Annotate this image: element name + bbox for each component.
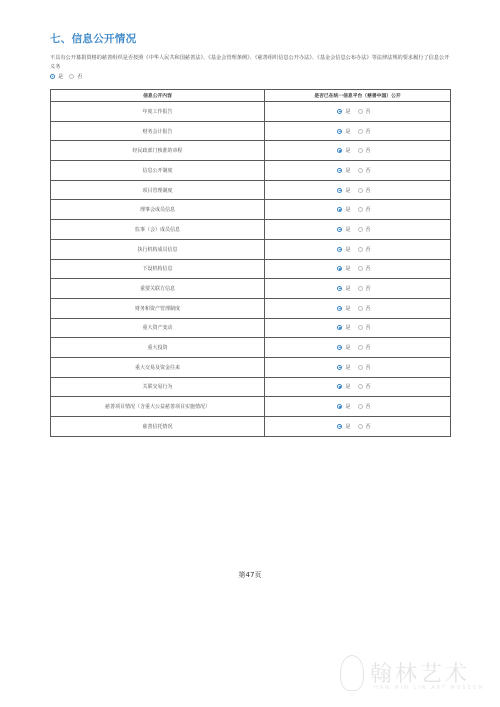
row-yes-radio[interactable]	[337, 286, 342, 291]
row-yes-label: 是	[345, 305, 351, 312]
row-no-radio[interactable]	[358, 148, 363, 153]
row-label: 关联交易行为	[51, 377, 265, 397]
row-no-radio[interactable]	[358, 168, 363, 173]
main-no-radio[interactable]	[69, 74, 74, 79]
row-options	[265, 239, 451, 259]
table-row	[51, 279, 451, 299]
row-yes-radio[interactable]	[337, 404, 342, 409]
row-no-label: 否	[365, 345, 371, 352]
row-no-label: 否	[365, 187, 371, 194]
table-row	[51, 200, 451, 220]
row-yes-radio[interactable]	[337, 188, 342, 193]
row-yes-radio[interactable]	[337, 345, 342, 350]
table-row	[51, 298, 451, 318]
header-published: 是否已在统一信息平台（慈善中国）公开	[265, 90, 451, 102]
row-no-radio[interactable]	[358, 129, 363, 134]
row-yes-radio[interactable]	[337, 227, 342, 232]
row-no-radio[interactable]	[358, 306, 363, 311]
main-no-label: 否	[77, 73, 83, 80]
main-answer-group	[50, 72, 88, 80]
row-options	[265, 338, 451, 358]
row-label: 重大交易及资金往来	[51, 357, 265, 377]
watermark-chars: 翰林艺术	[370, 662, 471, 687]
row-yes-label: 是	[345, 325, 351, 332]
row-yes-radio[interactable]	[337, 148, 342, 153]
row-options	[265, 259, 451, 279]
row-no-radio[interactable]	[358, 345, 363, 350]
row-no-radio[interactable]	[358, 188, 363, 193]
row-yes-label: 是	[345, 404, 351, 411]
row-label: 重要关联方信息	[51, 279, 265, 299]
row-yes-radio[interactable]	[337, 365, 342, 370]
row-label: 项目管理制度	[51, 180, 265, 200]
table-row	[51, 220, 451, 240]
row-no-label: 否	[365, 148, 371, 155]
row-no-label: 否	[365, 226, 371, 233]
row-yes-radio[interactable]	[337, 266, 342, 271]
section-intro: 不具有公开募捐资格的慈善组织是否按照《中华人民共和国慈善法》、《基金会管理条例》、《慈善组织信息公开办法》、《基金会信息公布办法》等法律法规的要求履行了信息公开义务	[50, 55, 450, 70]
row-options	[265, 102, 451, 122]
row-options	[265, 161, 451, 181]
row-yes-label: 是	[345, 187, 351, 194]
row-no-radio[interactable]	[358, 286, 363, 291]
row-options	[265, 417, 451, 437]
row-yes-radio[interactable]	[337, 109, 342, 114]
row-yes-label: 是	[345, 108, 351, 115]
row-no-label: 否	[365, 207, 371, 214]
row-yes-label: 是	[345, 128, 351, 135]
row-no-label: 否	[365, 266, 371, 273]
watermark-subtitle: HAN MIN LIN ART MUSEUM	[374, 685, 485, 691]
row-yes-label: 是	[345, 364, 351, 371]
table-header-row	[51, 90, 451, 102]
row-label: 年度工作报告	[51, 102, 265, 122]
page-number: 第47页	[238, 571, 262, 579]
row-no-radio[interactable]	[358, 109, 363, 114]
row-options	[265, 279, 451, 299]
row-yes-label: 是	[345, 207, 351, 214]
table-row	[51, 259, 451, 279]
row-yes-label: 是	[345, 167, 351, 174]
row-label: 慈善项目情况（含重大公益慈善项目实施情况）	[51, 397, 265, 417]
row-yes-radio[interactable]	[337, 129, 342, 134]
main-yes-radio[interactable]	[50, 74, 55, 79]
row-label: 监事（会）成员信息	[51, 220, 265, 240]
row-yes-label: 是	[345, 148, 351, 155]
row-no-label: 否	[365, 128, 371, 135]
row-no-label: 否	[365, 167, 371, 174]
row-label: 财务会计报告	[51, 121, 265, 141]
row-options	[265, 200, 451, 220]
row-yes-label: 是	[345, 423, 351, 430]
row-yes-label: 是	[345, 345, 351, 352]
row-no-label: 否	[365, 325, 371, 332]
row-label: 下设机构信息	[51, 259, 265, 279]
row-no-radio[interactable]	[358, 424, 363, 429]
row-no-label: 否	[365, 246, 371, 253]
row-options	[265, 121, 451, 141]
row-label: 执行机构成员信息	[51, 239, 265, 259]
museum-watermark	[340, 655, 490, 695]
row-no-radio[interactable]	[358, 365, 363, 370]
row-label: 信息公开制度	[51, 161, 265, 181]
row-yes-radio[interactable]	[337, 325, 342, 330]
row-options	[265, 298, 451, 318]
row-no-label: 否	[365, 384, 371, 391]
row-no-label: 否	[365, 423, 371, 430]
row-no-label: 否	[365, 108, 371, 115]
row-yes-radio[interactable]	[337, 424, 342, 429]
row-no-label: 否	[365, 286, 371, 293]
row-yes-radio[interactable]	[337, 384, 342, 389]
row-yes-label: 是	[345, 246, 351, 253]
table-row	[51, 141, 451, 161]
row-no-label: 否	[365, 364, 371, 371]
table-row	[51, 121, 451, 141]
table-row	[51, 377, 451, 397]
row-yes-radio[interactable]	[337, 247, 342, 252]
row-no-radio[interactable]	[358, 247, 363, 252]
row-no-radio[interactable]	[358, 227, 363, 232]
table-row	[51, 180, 451, 200]
row-label: 理事会成员信息	[51, 200, 265, 220]
row-options	[265, 397, 451, 417]
table-row	[51, 239, 451, 259]
row-label: 重大投资	[51, 338, 265, 358]
row-options	[265, 377, 451, 397]
table-row	[51, 161, 451, 181]
row-yes-label: 是	[345, 266, 351, 273]
row-no-radio[interactable]	[358, 404, 363, 409]
row-no-radio[interactable]	[358, 207, 363, 212]
row-yes-label: 是	[345, 384, 351, 391]
row-options	[265, 180, 451, 200]
table-row	[51, 338, 451, 358]
row-no-radio[interactable]	[358, 325, 363, 330]
row-label: 慈善信托情况	[51, 417, 265, 437]
row-no-radio[interactable]	[358, 384, 363, 389]
row-no-label: 否	[365, 305, 371, 312]
main-yes-label: 是	[58, 73, 64, 80]
row-no-label: 否	[365, 404, 371, 411]
row-label: 财务和资产管理制度	[51, 298, 265, 318]
row-no-radio[interactable]	[358, 266, 363, 271]
row-label: 经民政部门核准的章程	[51, 141, 265, 161]
row-yes-radio[interactable]	[337, 168, 342, 173]
row-options	[265, 220, 451, 240]
row-options	[265, 318, 451, 338]
row-yes-radio[interactable]	[337, 306, 342, 311]
table-row	[51, 102, 451, 122]
table-row	[51, 397, 451, 417]
row-options	[265, 357, 451, 377]
table-row	[51, 318, 451, 338]
row-options	[265, 141, 451, 161]
row-yes-radio[interactable]	[337, 207, 342, 212]
table-row	[51, 357, 451, 377]
section-title: 七、信息公开情况	[50, 33, 137, 45]
table-row	[51, 417, 451, 437]
watermark-logo-icon	[340, 655, 364, 691]
row-yes-label: 是	[345, 286, 351, 293]
disclosure-table	[50, 89, 451, 437]
header-content: 信息公开内容	[51, 90, 265, 102]
row-yes-label: 是	[345, 226, 351, 233]
row-label: 重大资产变动	[51, 318, 265, 338]
